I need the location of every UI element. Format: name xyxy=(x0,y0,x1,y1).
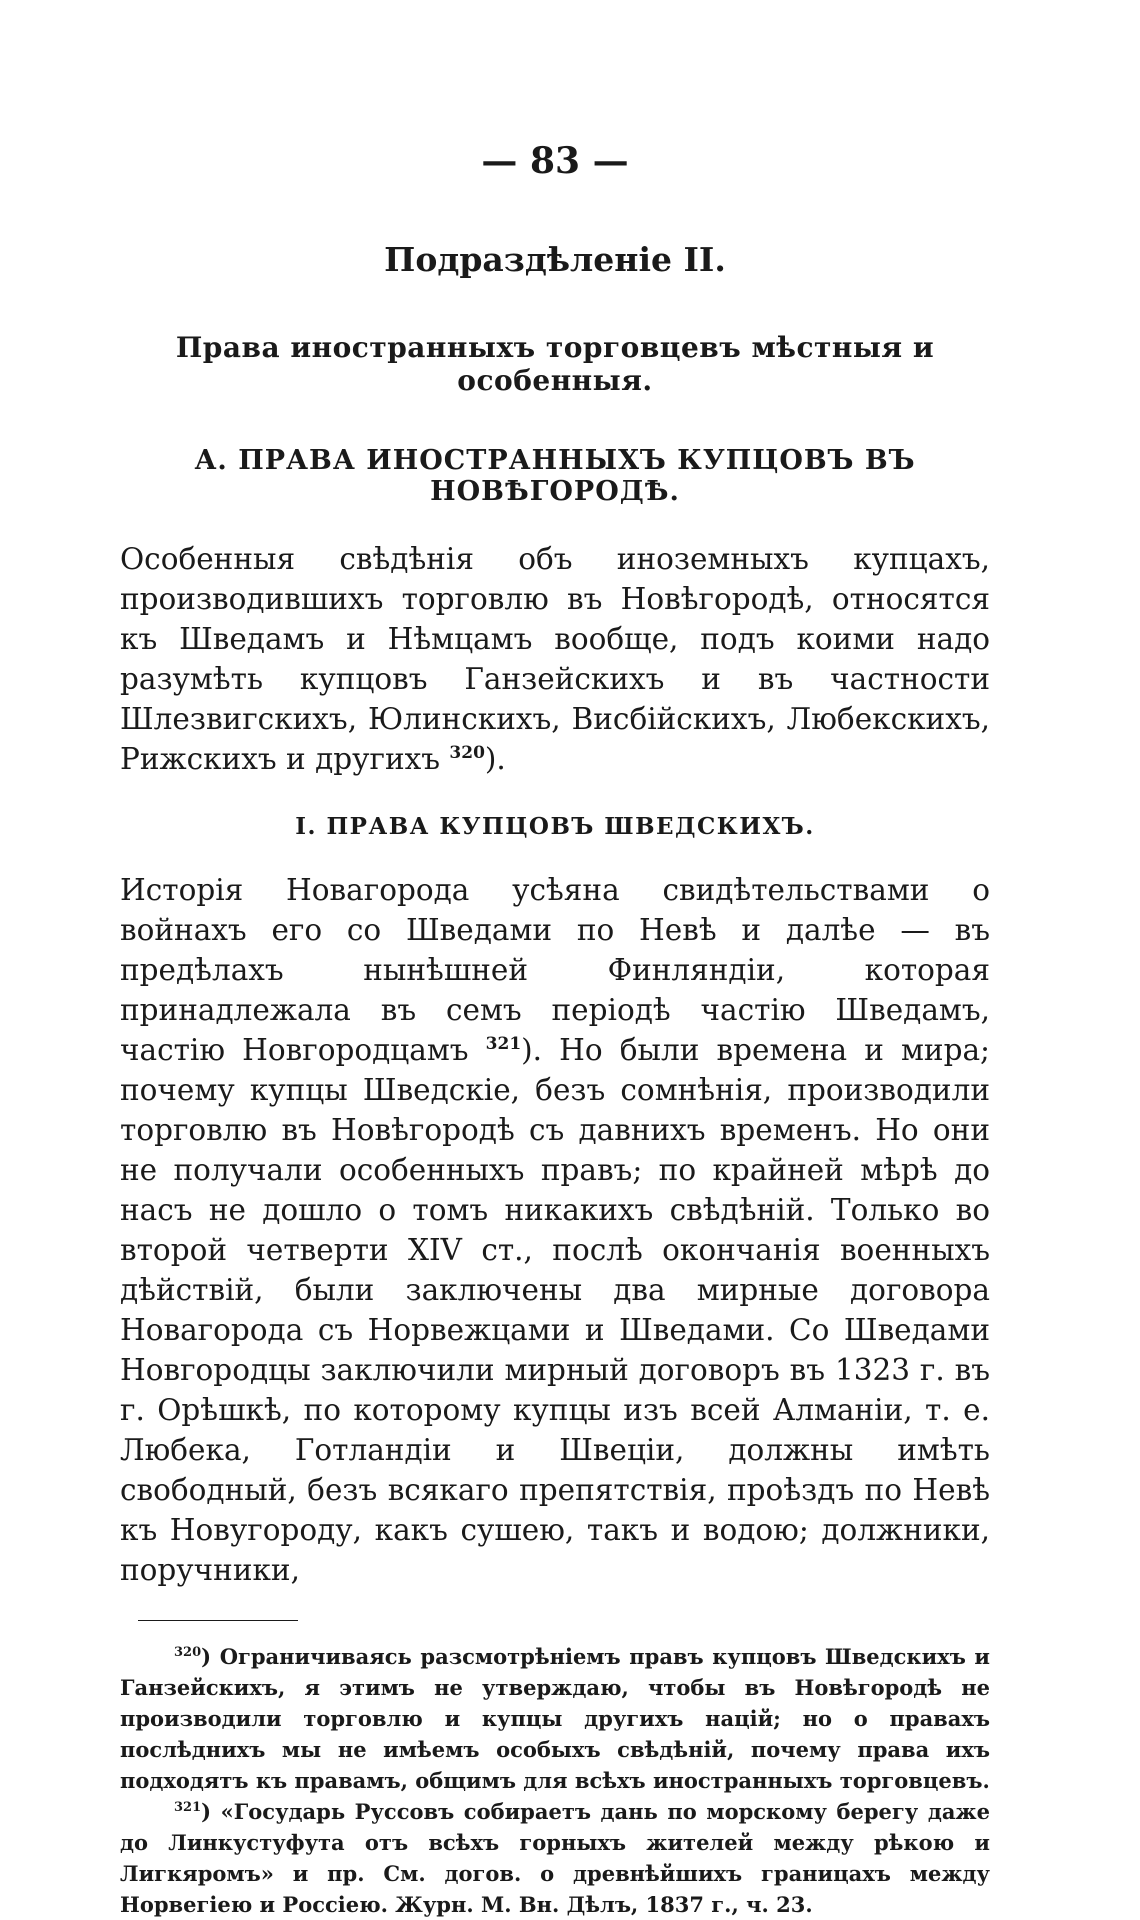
paragraph-2 xyxy=(120,870,990,1590)
footnote-ref-321[interactable]: 321 xyxy=(485,1034,522,1055)
chapter-heading: Права иностранныхъ торговцевъ мѣстныя и особенныя. xyxy=(175,331,935,397)
subdivision-heading: Подраздѣленіе II. xyxy=(384,240,726,279)
footnotes xyxy=(120,1641,990,1920)
footnote-321 xyxy=(120,1796,990,1920)
footnote-divider xyxy=(138,1620,298,1621)
footnote-320 xyxy=(120,1641,990,1796)
section-1-heading: I. ПРАВА КУПЦОВЪ ШВЕДСКИХЪ. xyxy=(295,813,815,840)
footnote-ref-320[interactable]: 320 xyxy=(449,743,485,764)
footnote-321-marker: 321 xyxy=(174,1800,202,1815)
footnote-320-marker: 320 xyxy=(174,1645,202,1660)
paragraph-1 xyxy=(120,539,990,779)
section-a-heading: А. ПРАВА ИНОСТРАННЫХЪ КУПЦОВЪ ВЪ НОВѢГОРОДѢ. xyxy=(194,445,916,507)
paragraph-1-tail: ). xyxy=(484,742,506,776)
footnote-321-text: ) «Государь Руссовъ собираетъ дань по морскому берегу даже до Линкустуфута отъ всѣхъ горныхъ жителей между рѣкою и Лигкяромъ» и пр. См. догов. о древнѣйшихъ границахъ между Норвегіею и Россіею. Журн. М. Вн. Дѣлъ, 1837 г., ч. 23. xyxy=(120,1799,990,1917)
footnote-320-text: ) Ограничиваясь разсмотрѣніемъ правъ купцовъ Шведскихъ и Ганзейскихъ, я этимъ не утверждаю, чтобы въ Новѣгородѣ не производили торговлю и купцы другихъ націй; но о правахъ послѣднихъ мы не имѣемъ особыхъ свѣдѣній, почему права ихъ подходятъ къ правамъ, общимъ для всѣхъ иностранныхъ торговцевъ. xyxy=(120,1644,990,1793)
paragraph-2-part2: ). Но были времена и мира; почему купцы Шведскіе, безъ сомнѣнія, производили торговлю въ Новѣгородѣ съ давнихъ временъ. Но они не получали особенныхъ правъ; по крайней мѣрѣ до насъ не дошло о томъ никакихъ свѣдѣній. Только во второй четверти XIV ст., послѣ окончанія военныхъ дѣйствій, были заключены два мирные договора Новагорода съ Норвежцами и Шведами. Со Шведами Новгородцы заключили мирный договоръ въ 1323 г. въ г. Орѣшкѣ, по которому купцы изъ всей Алманіи, т. е. Любека, Готландіи и Швеціи, должны имѣть свободный, безъ всякаго препятствія, проѣздъ по Невѣ къ Новугороду, какъ сушею, такъ и водою; должники, поручники, xyxy=(120,1033,990,1587)
paragraph-1-text: Особенныя свѣдѣнія объ иноземныхъ купцахъ, производившихъ торговлю въ Новѣгородѣ, относятся къ Шведамъ и Нѣмцамъ вообще, подъ коими надо разумѣть купцовъ Ганзейскихъ и въ частности Шлезвигскихъ, Юлинскихъ, Висбійскихъ, Любекскихъ, Рижскихъ и другихъ xyxy=(120,542,990,776)
paragraph-2-part1: Исторія Новагорода усѣяна свидѣтельствами о войнахъ его со Шведами по Невѣ и далѣе — въ предѣлахъ нынѣшней Финляндіи, которая принадлежала въ семъ періодѣ частію Шведамъ, частію Новгородцамъ xyxy=(120,873,990,1067)
page-number: — 83 — xyxy=(481,140,629,182)
book-page xyxy=(120,140,990,1920)
